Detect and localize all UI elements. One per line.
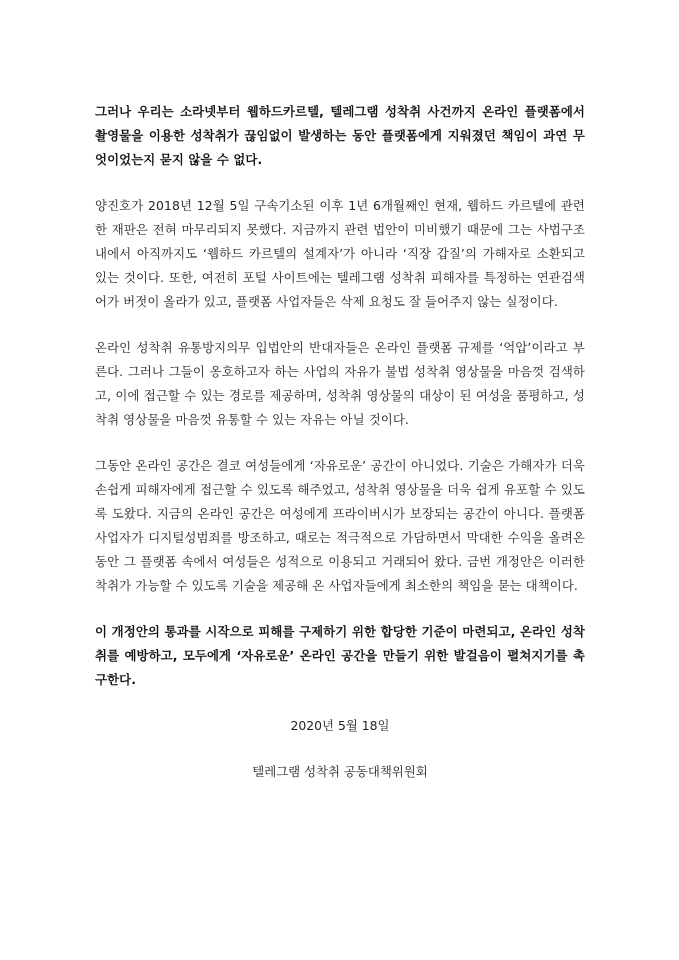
document-date: 2020년 5월 18일 — [290, 718, 390, 733]
paragraph-yang-jinho-trial: 양진호가 2018년 12월 5일 구속기소된 이후 1년 6개월째인 현재, 웹하드 카르텔에 관련한 재판은 전혀 마무리되지 못했다. 지금까지 관련 법안이 미비했기 때문에 그는 사법구조 내에서 아직까지도 ‘웹하드 카르텔의 설계자’가 아니라 ‘직장 갑질’의 가해자로 소환되고 있는 것이다. 또한, 여전히 포털 사이트에는 텔레그램 성착취 피해자를 특정하는 연관검색어가 버젓이 올라가 있고, 플랫폼 사업자들은 삭제 요청도 잘 들어주지 않는 실정이다. — [95, 198, 585, 309]
paragraph-online-space: 그동안 온라인 공간은 결코 여성들에게 ‘자유로운’ 공간이 아니었다. 기술은 가해자가 더욱 손쉽게 피해자에게 접근할 수 있도록 해주었고, 성착취 영상물을 더욱 쉽게 유포할 수 있도록 도왔다. 지금의 온라인 공간은 여성에게 프라이버시가 보장되는 공간이 아니다. 플랫폼 사업자가 디지털성범죄를 방조하고, 때로는 적극적으로 가담하면서 막대한 수익을 올려온 동안 그 플랫폼 속에서 여성들은 성적으로 이용되고 거래되어 왔다. 금번 개정안은 이러한 착취가 가능할 수 있도록 기술을 제공해 온 사업자들에게 최소한의 책임을 묻는 대책이다. — [95, 458, 585, 593]
document-page — [95, 100, 585, 784]
paragraph-question: 그러나 우리는 소라넷부터 웹하드카르텔, 텔레그램 성착취 사건까지 온라인 플랫폼에서 촬영물을 이용한 성착취가 끊임없이 발생하는 동안 플랫폼에게 지워졌던 책임이 과연 무엇이었는지 묻지 않을 수 없다. — [95, 104, 585, 167]
document-signature: 텔레그램 성착취 공동대책위원회 — [252, 764, 428, 779]
paragraph-opponents: 온라인 성착취 유통방지의무 입법안의 반대자들은 온라인 플랫폼 규제를 ‘억압’이라고 부른다. 그러나 그들이 옹호하고자 하는 사업의 자유가 불법 성착취 영상물을 마음껏 검색하고, 이에 접근할 수 있는 경로를 제공하며, 성착취 영상물의 대상이 된 여성을 품평하고, 성착취 영상물을 마음껏 유통할 수 있는 자유는 아닐 것이다. — [95, 340, 585, 427]
paragraph-call-to-action: 이 개정안의 통과를 시작으로 피해를 구제하기 위한 합당한 기준이 마련되고, 온라인 성착취를 예방하고, 모두에게 ‘자유로운’ 온라인 공간을 만들기 위한 발걸음이 펼쳐지기를 촉구한다. — [95, 624, 585, 687]
